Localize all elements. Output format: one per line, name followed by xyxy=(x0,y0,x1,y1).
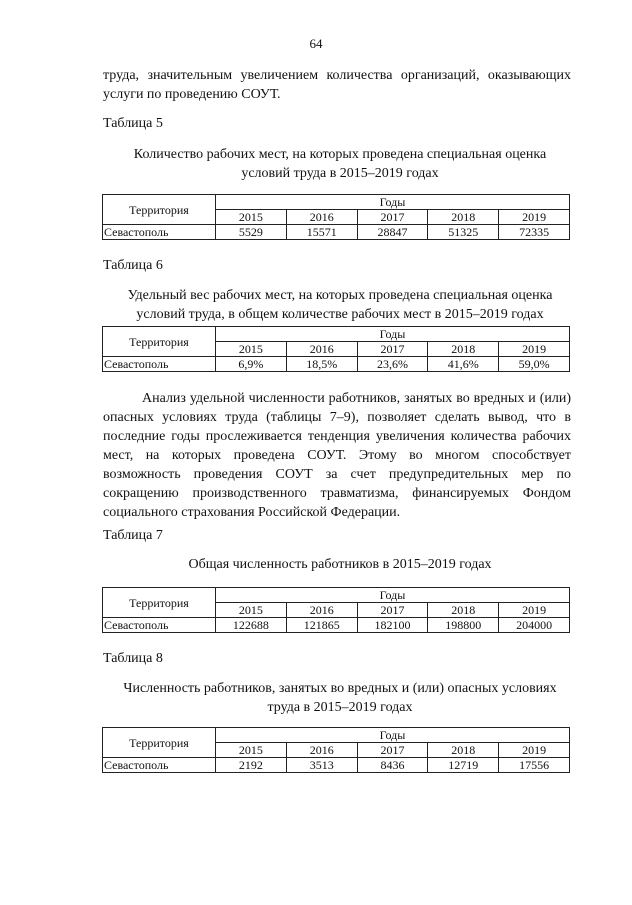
table6-row-name: Севастополь xyxy=(103,357,216,372)
table-row xyxy=(103,225,570,240)
table7-cell: 121865 xyxy=(286,618,357,633)
table5-cell: 28847 xyxy=(357,225,428,240)
table5-cell: 72335 xyxy=(499,225,570,240)
table8 xyxy=(102,727,570,773)
table6-title: Удельный вес рабочих мест, на которых проведена специальная оценка условий труда, в общем количестве рабочих мест в 2015–2019 годах xyxy=(127,288,553,322)
table7-title: Общая численность работников в 2015–2019 годах xyxy=(188,557,492,572)
table7-label: Таблица 7 xyxy=(103,528,163,543)
table5-label: Таблица 5 xyxy=(103,116,163,131)
table7-year: 2018 xyxy=(428,603,499,618)
table6-year: 2018 xyxy=(428,342,499,357)
table5-cell: 15571 xyxy=(286,225,357,240)
table5-years-header: Годы xyxy=(216,195,570,210)
table8-year: 2017 xyxy=(357,743,428,758)
table7-year: 2019 xyxy=(499,603,570,618)
intro-paragraph: труда, значительным увеличением количества организаций, оказывающих услуги по проведению СОУТ. xyxy=(103,68,571,102)
table-row xyxy=(103,758,570,773)
table5-title: Количество рабочих мест, на которых проведена специальная оценка условий труда в 2015–2019 годах xyxy=(133,147,547,181)
table5-year: 2015 xyxy=(216,210,287,225)
table7-cell: 182100 xyxy=(357,618,428,633)
table8-cell: 12719 xyxy=(428,758,499,773)
table8-cell: 8436 xyxy=(357,758,428,773)
table6-cell: 41,6% xyxy=(428,357,499,372)
table6-year: 2017 xyxy=(357,342,428,357)
table6-years-header: Годы xyxy=(216,327,570,342)
table8-row-name: Севастополь xyxy=(103,758,216,773)
table8-cell: 2192 xyxy=(216,758,287,773)
table7-years-header: Годы xyxy=(216,588,570,603)
table7 xyxy=(102,587,570,633)
table7-territory-header: Территория xyxy=(103,588,216,618)
table8-territory-header: Территория xyxy=(103,728,216,758)
table8-years-header: Годы xyxy=(216,728,570,743)
table-row xyxy=(103,357,570,372)
table6-cell: 23,6% xyxy=(357,357,428,372)
table6-cell: 18,5% xyxy=(286,357,357,372)
table5-territory-header: Территория xyxy=(103,195,216,225)
table8-year: 2015 xyxy=(216,743,287,758)
table7-cell: 198800 xyxy=(428,618,499,633)
table6-year: 2015 xyxy=(216,342,287,357)
table6-year: 2016 xyxy=(286,342,357,357)
table8-cell: 17556 xyxy=(499,758,570,773)
table6-cell: 59,0% xyxy=(499,357,570,372)
table5-year: 2017 xyxy=(357,210,428,225)
table8-year: 2016 xyxy=(286,743,357,758)
table7-cell: 204000 xyxy=(499,618,570,633)
table5-year: 2018 xyxy=(428,210,499,225)
table-row xyxy=(103,618,570,633)
table5-cell: 5529 xyxy=(216,225,287,240)
analysis-paragraph: Анализ удельной численности работников, занятых во вредных и (или) опасных условиях труда (таблицы 7–9), позволяет сделать вывод, что в последние годы прослеживается тенденция увеличения количества рабочих мест, на которых проведена СОУТ. Этому во многом способствует возможность проведения СОУТ за счет предупредительных мер по сокращению производственного травматизма, финансируемых Фондом социального страхования Российской Федерации. xyxy=(103,391,571,520)
page-number: 64 xyxy=(309,36,323,51)
table8-label: Таблица 8 xyxy=(103,651,163,666)
table7-row-name: Севастополь xyxy=(103,618,216,633)
table8-year: 2019 xyxy=(499,743,570,758)
table6-cell: 6,9% xyxy=(216,357,287,372)
table7-cell: 122688 xyxy=(216,618,287,633)
table5 xyxy=(102,194,570,240)
table8-year: 2018 xyxy=(428,743,499,758)
table6-territory-header: Территория xyxy=(103,327,216,357)
table7-year: 2016 xyxy=(286,603,357,618)
table6-label: Таблица 6 xyxy=(103,258,163,273)
table6 xyxy=(102,326,570,372)
table5-cell: 51325 xyxy=(428,225,499,240)
table5-row-name: Севастополь xyxy=(103,225,216,240)
table5-year: 2019 xyxy=(499,210,570,225)
table5-year: 2016 xyxy=(286,210,357,225)
table6-year: 2019 xyxy=(499,342,570,357)
table7-year: 2017 xyxy=(357,603,428,618)
table8-cell: 3513 xyxy=(286,758,357,773)
table8-title: Численность работников, занятых во вредных и (или) опасных условиях труда в 2015–2019 годах xyxy=(123,681,557,715)
table7-year: 2015 xyxy=(216,603,287,618)
